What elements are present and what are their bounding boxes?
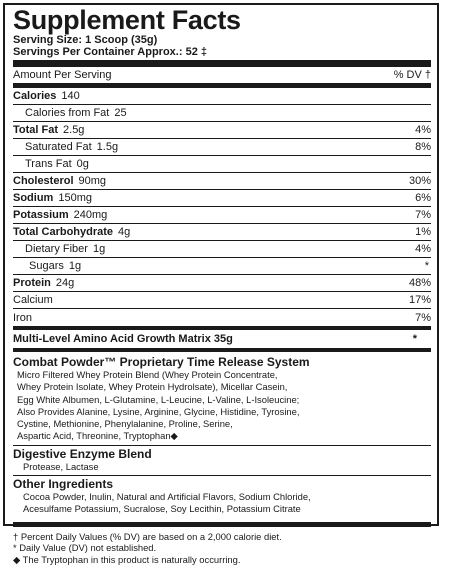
divider [13,475,431,476]
nutrient-amount: 90mg [78,175,107,187]
nutrient-amount: 1g [92,243,106,255]
nutrient-dv: 6% [415,192,431,204]
divider [13,445,431,446]
amount-per-serving-label: Amount Per Serving [13,69,112,81]
footnote-not-established: * Daily Value (DV) not established. [13,542,157,554]
amount-header [13,67,431,84]
combat-blend-title: Combat Powder™ Proprietary Time Release System [13,355,310,369]
nutrient-table [13,88,431,326]
combat-line: Egg White Albumen, L-Glutamine, L-Leucine, L-Valine, L-Isoleucine; [17,393,300,405]
nutrient-dv: 4% [415,124,431,136]
footnote-tryptophan: ◆ The Tryptophan in this product is naturally occurring. [13,553,241,565]
other-ingredients-title: Other Ingredients [13,477,114,492]
nutrient-row [13,156,431,173]
nutrient-row [13,207,431,224]
nutrient-row [13,224,431,241]
nutrient-dv: 7% [415,209,431,221]
digestive-blend-title: Digestive Enzyme Blend [13,446,152,461]
nutrient-label: Trans Fat [25,158,72,170]
nutrient-label: Sodium [13,192,54,204]
nutrient-name [13,258,81,274]
nutrient-amount: 24g [55,277,75,289]
nutrient-label: Dietary Fiber [25,243,88,255]
nutrient-name [13,224,130,240]
nutrient-name [13,156,89,172]
footnotes [13,527,431,565]
nutrient-label: Cholesterol [13,175,74,187]
combat-line: Cystine, Methionine, Phenylalanine, Proline, Serine, [17,418,233,430]
combat-blend-text [13,369,431,443]
amino-matrix-label: Multi-Level Amino Acid Growth Matrix 35g [13,333,233,345]
nutrient-row [13,258,431,275]
nutrient-label: Potassium [13,209,69,221]
label-title: Supplement Facts [13,5,241,35]
nutrient-label: Saturated Fat [25,141,92,153]
nutrient-amount: 2.5g [63,124,85,136]
thick-divider [13,60,431,67]
amino-matrix-row [13,330,431,348]
nutrient-amount: 240mg [73,209,108,221]
nutrient-label: Total Carbohydrate [13,226,114,238]
nutrient-amount: 4g [118,226,131,238]
nutrient-row [13,241,431,258]
nutrient-name [13,173,106,189]
nutrient-amount: 1g [68,260,82,272]
nutrient-label: Total Fat [13,124,59,136]
nutrient-dv: 1% [415,226,431,238]
combat-line: Aspartic Acid, Threonine, Tryptophan◆ [17,430,178,442]
nutrient-dv: * [424,260,429,272]
nutrient-amount: 0g [76,158,89,170]
nutrient-name [13,190,92,206]
nutrient-name [13,241,105,257]
nutrient-dv: 48% [408,277,431,289]
nutrient-label: Calcium [13,294,53,306]
nutrient-row [13,139,431,156]
nutrient-amount: 25 [114,107,127,119]
nutrient-label: Iron [13,311,32,324]
nutrient-name [13,122,84,138]
dv-header-label: % DV † [393,69,431,81]
nutrient-name [13,292,58,308]
nutrient-row [13,309,431,326]
other-line: Cocoa Powder, Inulin, Natural and Artificial Flavors, Sodium Chloride, [23,491,311,503]
serving-size: Serving Size: 1 Scoop (35g) [13,34,158,46]
other-line: Acesulfame Potassium, Sucralose, Soy Lecithin, Potassium Citrate [23,503,301,515]
nutrient-dv: 7% [415,311,431,324]
nutrient-row [13,122,431,139]
nutrient-name [13,88,80,104]
amino-matrix-dv: * [412,333,417,345]
nutrient-dv: 8% [415,141,431,153]
nutrient-label: Calories [13,90,57,102]
nutrient-label: Calories from Fat [25,107,110,119]
nutrient-dv: 30% [408,175,431,187]
nutrient-dv: 4% [415,243,431,255]
nutrient-row [13,190,431,207]
nutrient-amount: 140 [61,90,80,102]
nutrient-dv: 17% [408,294,431,306]
combat-line: Also Provides Alanine, Lysine, Arginine, Glycine, Histidine, Tyrosine, [17,405,300,417]
nutrient-row [13,173,431,190]
nutrient-label: Sugars [29,260,64,272]
nutrient-row [13,275,431,292]
combat-line: Micro Filtered Whey Protein Blend (Whey Protein Concentrate, [17,369,278,380]
nutrient-row [13,88,431,105]
servings-per-container: Servings Per Container Approx.: 52 ‡ [13,46,207,58]
nutrient-name [13,139,118,155]
footnote-dv: † Percent Daily Values (% DV) are based on a 2,000 calorie diet. [13,530,282,542]
nutrient-label: Protein [13,277,51,289]
other-ingredients-text [13,491,431,516]
nutrient-amount: 150mg [58,192,92,204]
nutrient-name [13,105,127,121]
nutrient-name [13,310,37,326]
nutrient-row [13,105,431,122]
nutrient-name [13,275,74,291]
nutrient-row [13,292,431,309]
medium-divider [13,348,431,352]
supplement-facts-label [3,3,439,565]
nutrient-name [13,207,107,223]
digestive-blend-text: Protease, Lactase [23,460,99,472]
combat-line: Whey Protein Isolate, Whey Protein Hydrolsate), Micellar Casein, [17,381,288,393]
nutrient-amount: 1.5g [96,141,119,153]
